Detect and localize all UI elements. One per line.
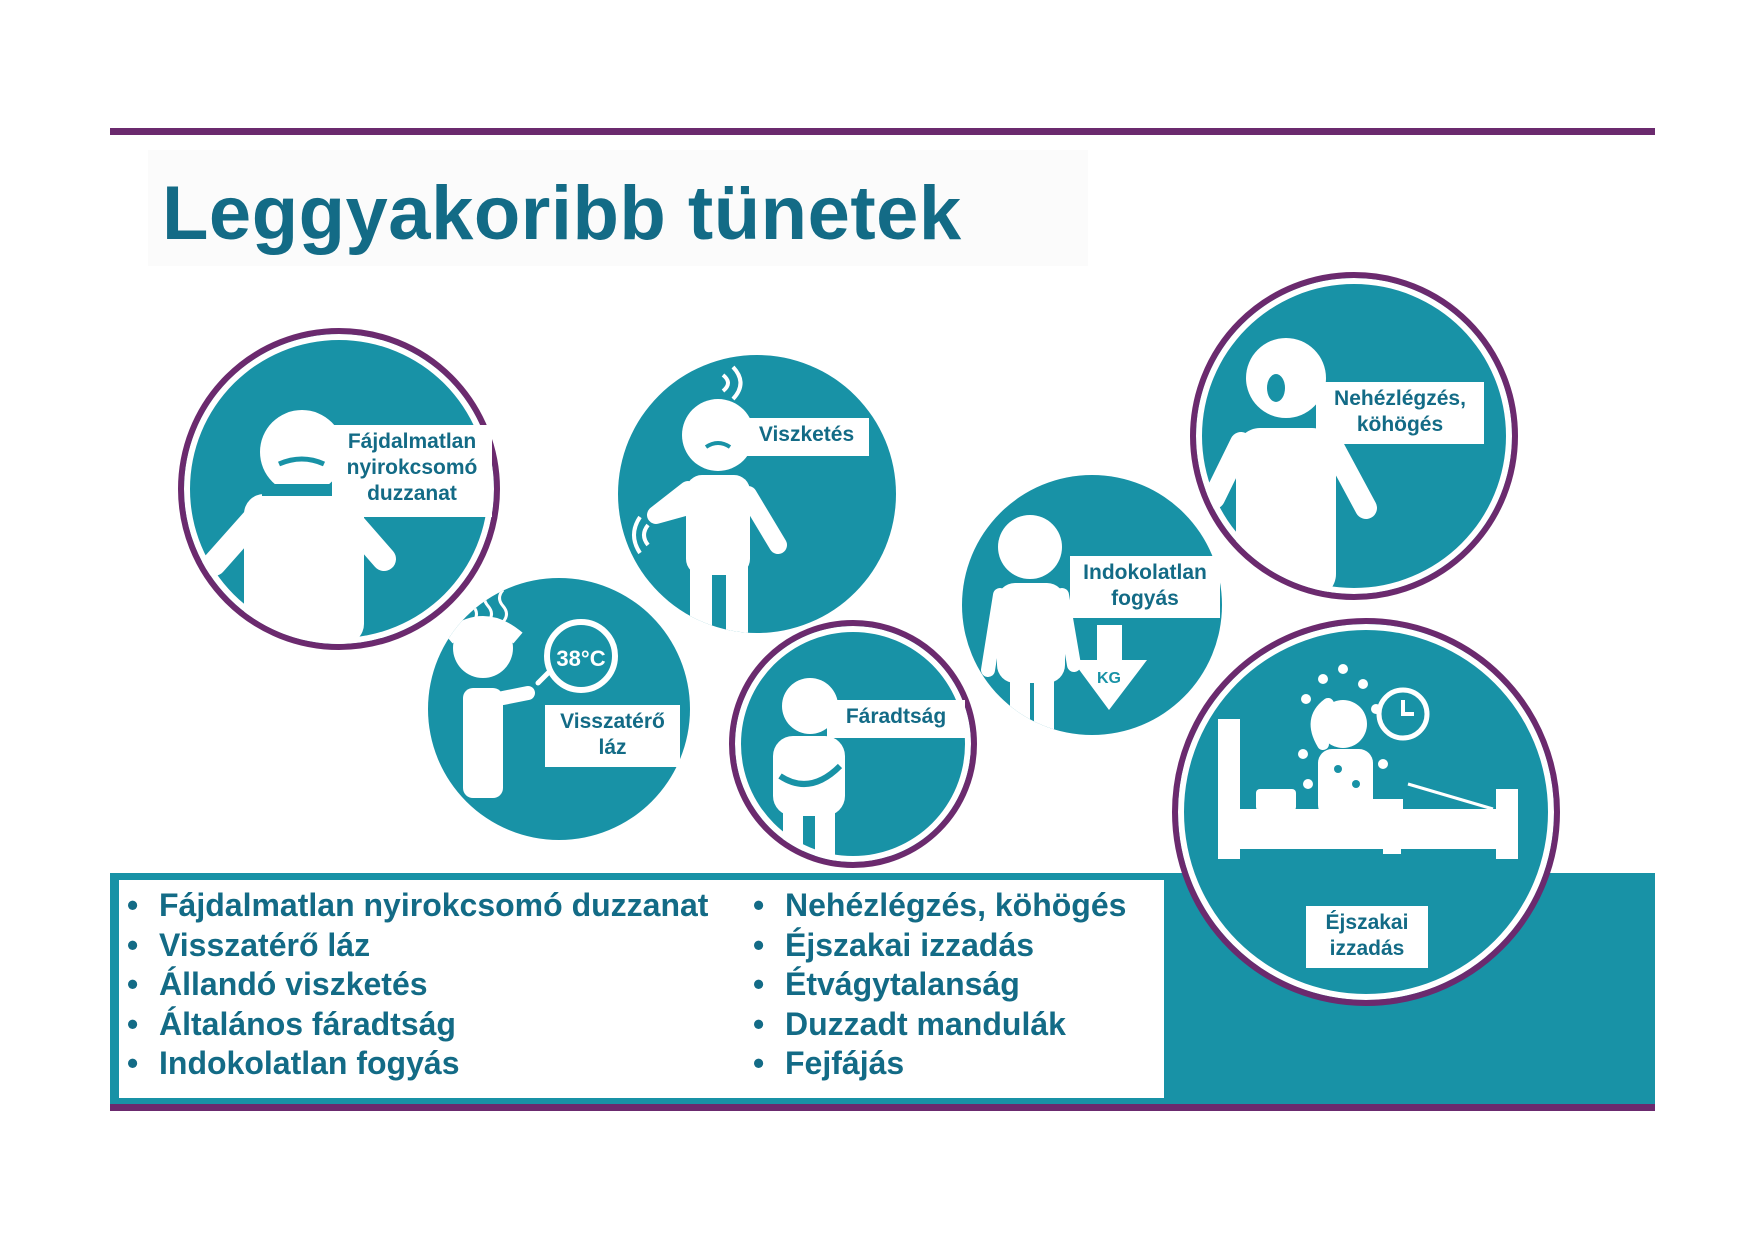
page-title: Leggyakoribb tünetek: [162, 171, 962, 256]
list-item: • Fejfájás: [745, 1044, 1126, 1084]
list-item: • Indokolatlan fogyás: [119, 1044, 708, 1084]
symptom-circle-faradtsag: [729, 620, 977, 868]
label-nehezlegzes: Nehézlégzés, köhögés: [1316, 382, 1484, 444]
symptom-list-left: [119, 886, 708, 1084]
symptom-list-right: [745, 886, 1126, 1084]
list-item: • Fájdalmatlan nyirokcsomó duzzanat: [119, 886, 708, 926]
label-fogyas: Indokolatlan fogyás: [1070, 556, 1220, 618]
list-item: • Visszatérő láz: [119, 926, 708, 966]
label-laz: Visszatérő láz: [545, 705, 680, 767]
list-item: • Nehézlégzés, köhögés: [745, 886, 1126, 926]
label-izzadas: Éjszakai izzadás: [1306, 906, 1428, 968]
title-box: [148, 150, 1088, 266]
list-item: • Étvágytalanság: [745, 965, 1126, 1005]
top-rule: [110, 128, 1655, 135]
symptom-list-box: [119, 880, 1164, 1098]
svg-text:38°C: 38°C: [556, 646, 606, 671]
list-item: • Általános fáradtság: [119, 1005, 708, 1045]
list-item: • Éjszakai izzadás: [745, 926, 1126, 966]
list-item: • Állandó viszketés: [119, 965, 708, 1005]
label-viszketes: Viszketés: [744, 418, 869, 456]
bottom-rule: [110, 1104, 1655, 1111]
list-item: • Duzzadt mandulák: [745, 1005, 1126, 1045]
svg-text:KG: KG: [1097, 670, 1121, 687]
label-faradtsag: Fáradtság: [827, 700, 965, 738]
tired-person-icon: [735, 626, 971, 862]
label-nyirok: Fájdalmatlan nyirokcsomó duzzanat: [332, 425, 492, 517]
